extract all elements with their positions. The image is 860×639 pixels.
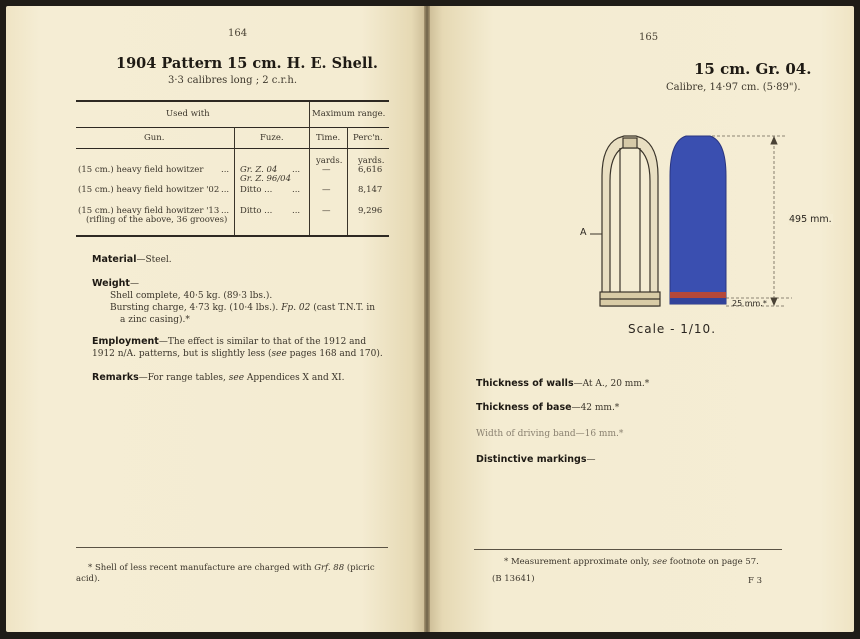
row3-time: — [322, 206, 331, 216]
row1-time: — [322, 165, 331, 175]
weight-paragraph [92, 278, 412, 326]
employment-label: Employment [92, 336, 159, 347]
row1-fuze-1: Gr. Z. 04 [240, 165, 278, 175]
label-a: A [580, 227, 587, 238]
left-footnote-a: * Shell of less recent manufacture are charged with [88, 563, 315, 573]
band-label: 25 mm.* [732, 299, 767, 308]
table-top-rule [76, 100, 389, 102]
length-label: 495 mm. [789, 214, 832, 225]
thickness-walls-label: Thickness of walls [476, 378, 574, 389]
row1-percn: 6,616 [358, 165, 383, 175]
scale-label: Scale - 1/10. [628, 322, 717, 336]
row3-gun-2: (rifling of the above, 36 grooves) [86, 215, 228, 225]
weight-fp: Fp. 02 [281, 303, 311, 313]
thickness-base [476, 402, 619, 414]
row2-time: — [322, 185, 331, 195]
right-page-number: 165 [639, 32, 659, 43]
employment-text1: —The effect is similar to that of the 1912 and [158, 337, 367, 347]
unit-percn: yards. [358, 156, 385, 166]
distinctive-markings [476, 454, 596, 466]
remarks-paragraph [92, 372, 412, 384]
row1-gun: (15 cm.) heavy field howitzer [78, 165, 204, 175]
employment-text2b: pages 168 and 170). [286, 349, 383, 359]
left-footnote-c: acid). [76, 574, 101, 584]
row2-fuze-dots: ... [292, 185, 301, 195]
weight-line2a: Bursting charge, 4·73 kg. (10·4 lbs.). [110, 303, 279, 313]
left-page-number: 164 [228, 28, 248, 39]
header-gun: Gun. [144, 133, 165, 143]
left-page [6, 6, 424, 632]
thickness-base-label: Thickness of base [476, 402, 572, 413]
material-text: —Steel. [136, 255, 172, 265]
row1-fuze-2: Gr. Z. 96/04 [240, 174, 291, 184]
employment-see: see [271, 349, 287, 359]
row2-dots: ... [221, 185, 230, 195]
remarks-text2: Appendices X and XI. [244, 373, 345, 383]
table-vrule-fuze-time [309, 102, 310, 235]
header-used-with: Used with [166, 109, 210, 119]
row3-gun: (15 cm.) heavy field howitzer '13 [78, 206, 220, 216]
shell-section-drawing [590, 136, 660, 306]
right-footnote-rule [474, 549, 782, 550]
right-page-subtitle: Calibre, 14·97 cm. (5·89"). [666, 82, 801, 93]
driving-band-width: Width of driving band—16 mm.* [476, 429, 624, 439]
weight-line3: a zinc casing).* [120, 315, 190, 325]
table-group-rule [76, 127, 389, 128]
left-footnote-rule [76, 547, 388, 548]
row2-fuze-1: Ditto ... [240, 185, 273, 195]
weight-line1: Shell complete, 40·5 kg. (89·3 lbs.). [110, 291, 273, 301]
header-max-range: Maximum range. [312, 109, 386, 119]
right-page [430, 6, 854, 632]
weight-label: Weight [92, 278, 130, 289]
right-footnote [504, 557, 759, 568]
row1-fuze-dots: ... [292, 165, 301, 175]
print-code: (B 13641) [492, 574, 535, 584]
left-footnote [76, 563, 392, 585]
right-page-title: 15 cm. Gr. 04. [694, 60, 812, 78]
row3-fuze-1: Ditto ... [240, 206, 273, 216]
shell-exterior-drawing [670, 136, 726, 304]
unit-time: yards. [316, 156, 343, 166]
left-footnote-grf: Grf. 88 [314, 563, 345, 573]
header-fuze: Fuze. [260, 133, 284, 143]
employment-text2a: 1912 n/A. patterns, but is slightly less ( [92, 349, 272, 359]
header-time: Time. [316, 133, 341, 143]
shell-diagram-svg [430, 6, 854, 366]
right-footnote-a: * Measurement approximate only, [504, 557, 653, 567]
weight-line2b: (cast T.N.T. in [313, 303, 376, 313]
thickness-walls [476, 378, 649, 390]
left-page-title: 1904 Pattern 15 cm. H. E. Shell. [116, 55, 378, 72]
material-paragraph [92, 254, 172, 266]
table-header-rule [76, 148, 389, 149]
row2-percn: 8,147 [358, 185, 383, 195]
table-vrule-time-percn [347, 127, 348, 235]
markings-label: Distinctive markings [476, 454, 587, 465]
thickness-base-text: —42 mm.* [571, 403, 620, 413]
thickness-walls-text: —At A., 20 mm.* [573, 379, 650, 389]
row1-dots: ... [221, 165, 230, 175]
remarks-text1: —For range tables, [138, 373, 229, 383]
right-footnote-see: see [652, 557, 668, 567]
weight-dash: — [129, 279, 139, 289]
remarks-see: see [228, 373, 245, 383]
right-footnote-b: footnote on page 57. [667, 557, 759, 567]
row3-dots: ... [221, 206, 230, 216]
table-vrule-gun-fuze [234, 127, 235, 235]
header-percn: Perc'n. [353, 133, 383, 143]
table-bottom-rule [76, 235, 389, 237]
row3-fuze-dots: ... [292, 206, 301, 216]
shell-diagram [430, 6, 854, 366]
left-footnote-b: (picric [344, 563, 375, 573]
row3-percn: 9,296 [358, 206, 383, 216]
left-page-subtitle: 3·3 calibres long ; 2 c.r.h. [168, 75, 298, 86]
markings-text: — [586, 455, 596, 465]
material-label: Material [92, 254, 137, 265]
signature-mark: F 3 [748, 576, 763, 586]
remarks-label: Remarks [92, 372, 139, 383]
employment-paragraph [92, 336, 412, 360]
row2-gun: (15 cm.) heavy field howitzer '02 [78, 185, 220, 195]
